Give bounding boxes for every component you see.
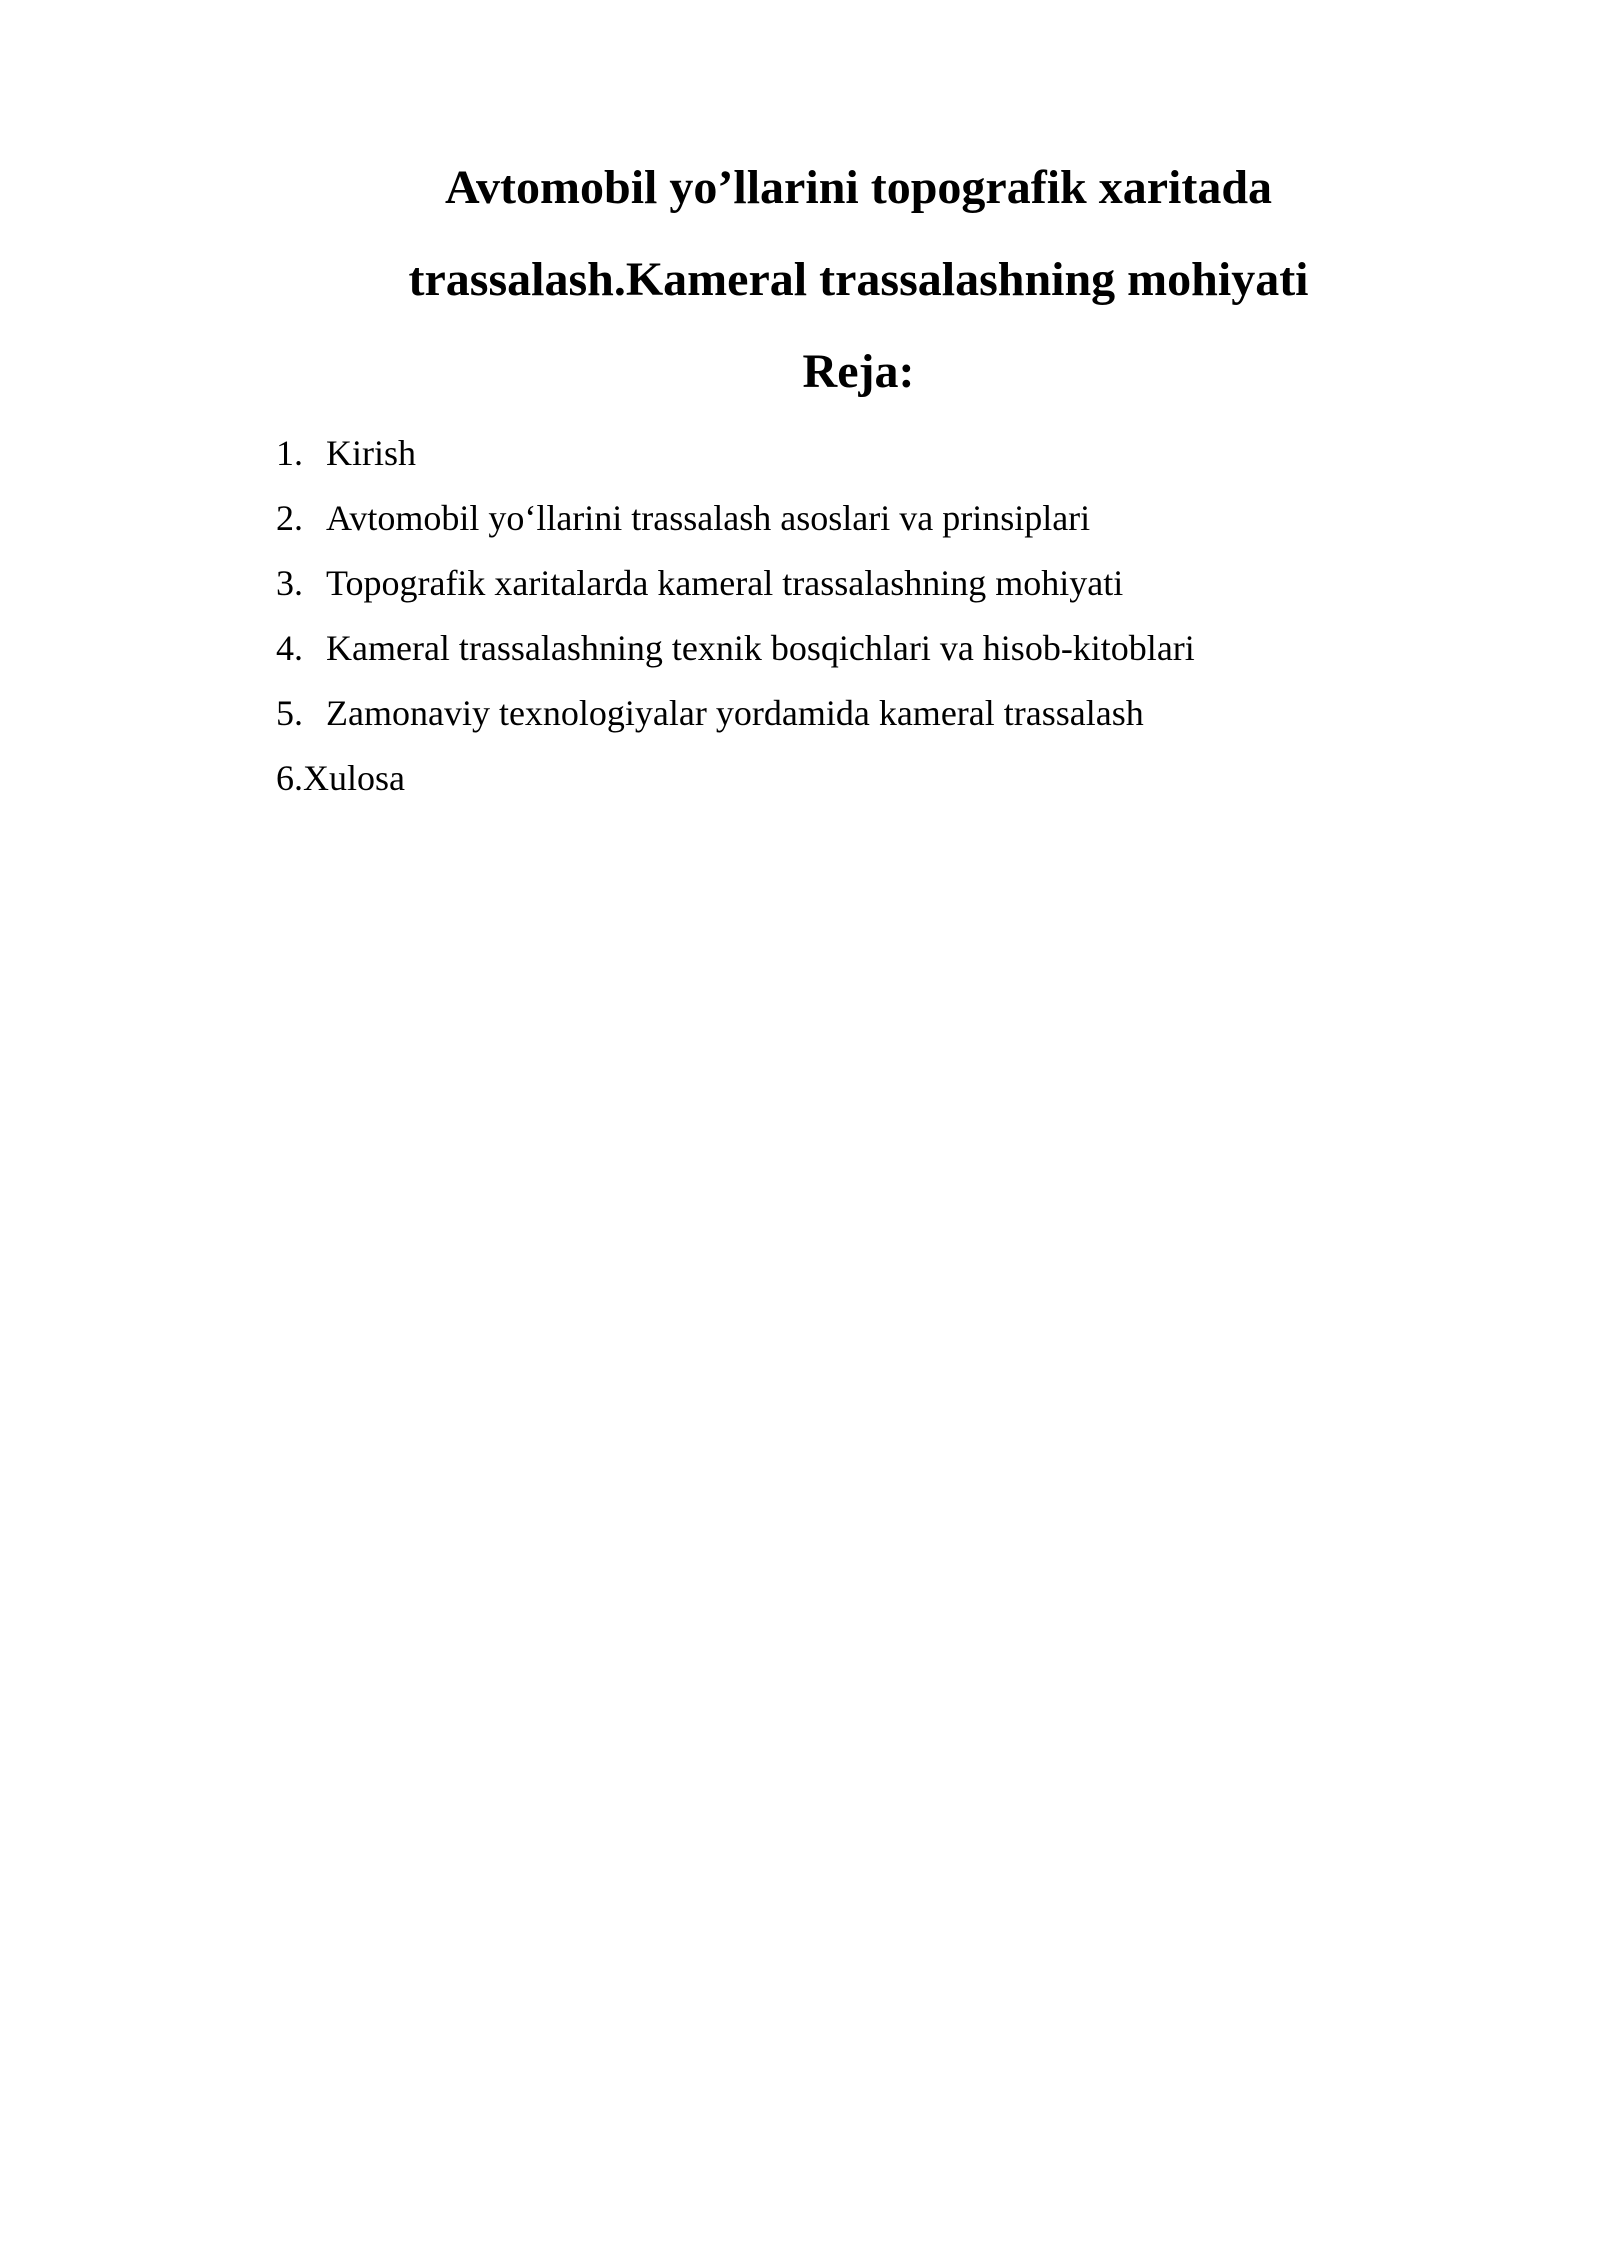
- plan-item-2: [276, 486, 1195, 551]
- document-title-line-1: Avtomobil yo’llarini topografik xaritada: [444, 161, 1273, 214]
- plan-item-text: Topografik xaritalarda kameral trassalashning mohiyati: [326, 563, 1124, 603]
- plan-heading: Reja:: [802, 345, 915, 398]
- plan-item-number: 3.: [276, 563, 303, 603]
- plan-item-6: [276, 746, 1195, 811]
- plan-item-number: 5.: [276, 693, 303, 733]
- plan-item-text: Kameral trassalashning texnik bosqichlari va hisob-kitoblari: [326, 628, 1195, 668]
- plan-item-number: 6.: [276, 758, 303, 798]
- title-block: [276, 142, 1441, 418]
- plan-item-text: Zamonaviy texnologiyalar yordamida kameral trassalash: [326, 693, 1144, 733]
- plan-item-number: 1.: [276, 433, 303, 473]
- plan-item-4: [276, 616, 1195, 681]
- plan-item-1: [276, 421, 1195, 486]
- plan-item-number: 2.: [276, 498, 303, 538]
- plan-item-number: 4.: [276, 628, 303, 668]
- document-title-line-2: trassalash.Kameral trassalashning mohiyati: [408, 253, 1309, 306]
- plan-list: [276, 421, 1195, 811]
- plan-item-text: Kirish: [326, 433, 416, 473]
- plan-item-3: [276, 551, 1195, 616]
- plan-item-text: Xulosa: [303, 758, 405, 798]
- plan-item-text: Avtomobil yo‘llarini trassalash asoslari va prinsiplari: [326, 498, 1091, 538]
- plan-item-5: [276, 681, 1195, 746]
